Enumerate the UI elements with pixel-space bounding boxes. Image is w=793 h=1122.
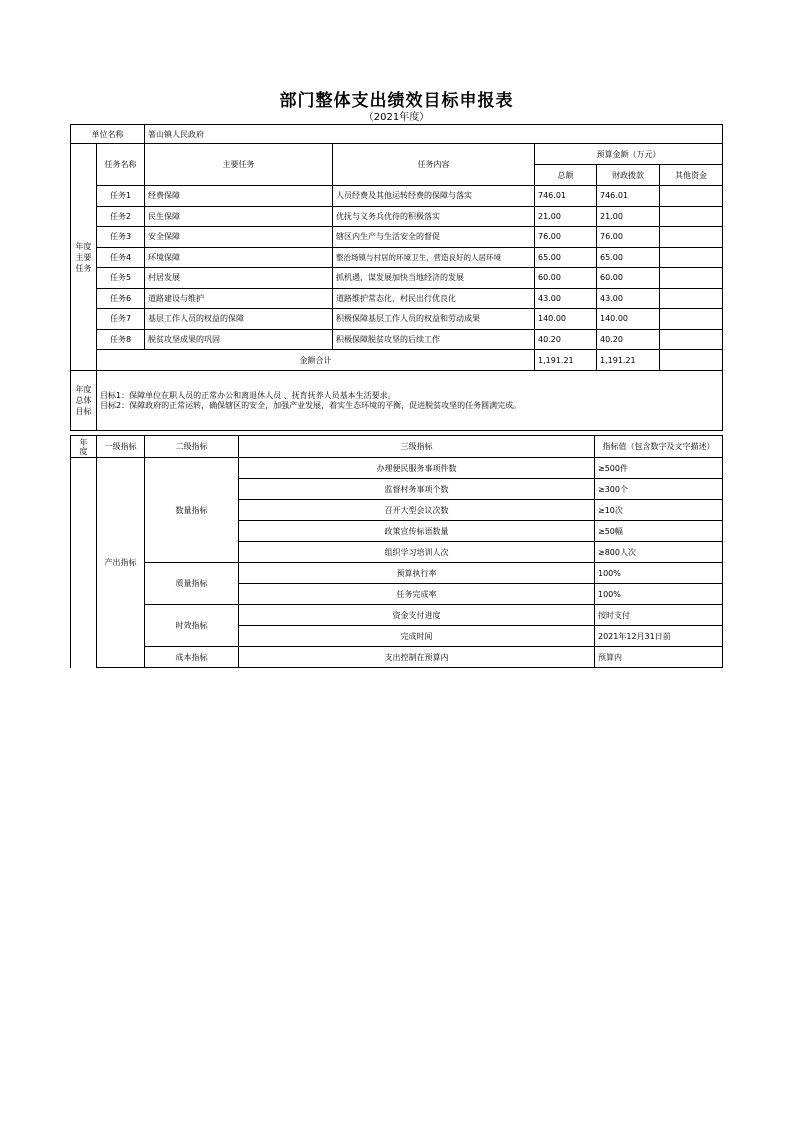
task-other bbox=[660, 186, 723, 207]
header-indicator-value: 指标值（包含数字及文字描述） bbox=[595, 436, 723, 458]
task-content: 积极保障基层工作人员的权益和劳动成果 bbox=[333, 309, 535, 330]
task-name: 任务2 bbox=[97, 206, 145, 227]
task-main: 环境保障 bbox=[145, 247, 333, 268]
table-row bbox=[71, 309, 723, 330]
sum-other bbox=[660, 350, 723, 371]
table-row bbox=[71, 605, 723, 626]
task-main: 脱贫攻坚成果的巩固 bbox=[145, 329, 333, 350]
sum-row bbox=[71, 350, 723, 371]
indicator-side-blank bbox=[71, 458, 97, 668]
task-content: 人员经费及其他运转经费的保障与落实 bbox=[333, 186, 535, 207]
level3-name: 政策宣传标语数量 bbox=[239, 521, 595, 542]
table-row bbox=[71, 186, 723, 207]
task-content: 优抚与义务兵优待的积极落实 bbox=[333, 206, 535, 227]
indicator-value: 100% bbox=[595, 584, 723, 605]
table-row bbox=[71, 458, 723, 479]
task-other bbox=[660, 227, 723, 248]
level2-name: 数量指标 bbox=[145, 458, 239, 563]
level2-name: 时效指标 bbox=[145, 605, 239, 647]
header-fiscal: 财政拨款 bbox=[597, 165, 660, 186]
task-fiscal: 140.00 bbox=[597, 309, 660, 330]
header-budget: 预算金额（万元） bbox=[535, 144, 723, 165]
table-row bbox=[71, 206, 723, 227]
indicators-table bbox=[70, 435, 723, 668]
header-total: 总额 bbox=[535, 165, 597, 186]
indicator-value: ≥10次 bbox=[595, 500, 723, 521]
header-level2: 二级指标 bbox=[145, 436, 239, 458]
task-name: 任务4 bbox=[97, 247, 145, 268]
table-row bbox=[71, 268, 723, 289]
task-other bbox=[660, 309, 723, 330]
indicator-value: 2021年12月31日前 bbox=[595, 626, 723, 647]
annual-goals bbox=[97, 371, 723, 431]
page-title: 部门整体支出绩效目标申报表 bbox=[279, 91, 514, 111]
level3-name: 支出控制在预算内 bbox=[239, 647, 595, 668]
task-content: 抓机遇，谋发展加快当地经济的发展 bbox=[333, 268, 535, 289]
task-main: 基层工作人员的权益的保障 bbox=[145, 309, 333, 330]
task-other bbox=[660, 247, 723, 268]
annual-goals-label: 年度 总体 目标 bbox=[71, 371, 97, 431]
sum-label: 金额合计 bbox=[97, 350, 535, 371]
task-fiscal: 746.01 bbox=[597, 186, 660, 207]
level3-name: 组织学习培训人次 bbox=[239, 542, 595, 563]
task-total: 65.00 bbox=[535, 247, 597, 268]
table-row bbox=[71, 329, 723, 350]
sum-fiscal: 1,191.21 bbox=[597, 350, 660, 371]
task-fiscal: 21.00 bbox=[597, 206, 660, 227]
page-subtitle: （2021年度） bbox=[363, 112, 430, 123]
level2-name: 质量指标 bbox=[145, 563, 239, 605]
level3-name: 完成时间 bbox=[239, 626, 595, 647]
indicator-side-label: 年 度 bbox=[71, 436, 97, 458]
goal-2: 目标2：保障政府的正常运转，确保辖区的安全，加强产业发展，着实生态环境的平衡，促进脱贫攻坚的任务圆满完成。 bbox=[100, 400, 522, 410]
task-name: 任务1 bbox=[97, 186, 145, 207]
task-total: 60.00 bbox=[535, 268, 597, 289]
header-other: 其他资金 bbox=[660, 165, 723, 186]
table-row bbox=[71, 288, 723, 309]
indicator-value: 按时支付 bbox=[595, 605, 723, 626]
task-content: 道路维护常态化，村民出行优良化 bbox=[333, 288, 535, 309]
task-other bbox=[660, 268, 723, 289]
level3-name: 监督村务事项个数 bbox=[239, 479, 595, 500]
task-total: 76.00 bbox=[535, 227, 597, 248]
unit-name-label: 单位名称 bbox=[71, 125, 145, 144]
annual-tasks-label: 年度 主要 任务 bbox=[71, 144, 97, 371]
task-name: 任务3 bbox=[97, 227, 145, 248]
task-total: 40.20 bbox=[535, 329, 597, 350]
header-task-name: 任务名称 bbox=[97, 144, 145, 186]
task-main: 安全保障 bbox=[145, 227, 333, 248]
tasks-table bbox=[70, 124, 723, 431]
task-fiscal: 40.20 bbox=[597, 329, 660, 350]
task-fiscal: 65.00 bbox=[597, 247, 660, 268]
task-total: 43.00 bbox=[535, 288, 597, 309]
task-main: 道路建设与维护 bbox=[145, 288, 333, 309]
task-name: 任务8 bbox=[97, 329, 145, 350]
header-main-task: 主要任务 bbox=[145, 144, 333, 186]
sum-total: 1,191.21 bbox=[535, 350, 597, 371]
task-content: 辖区内生产与生活安全的督促 bbox=[333, 227, 535, 248]
header-task-content: 任务内容 bbox=[333, 144, 535, 186]
level3-name: 任务完成率 bbox=[239, 584, 595, 605]
task-total: 746.01 bbox=[535, 186, 597, 207]
task-main: 经费保障 bbox=[145, 186, 333, 207]
table-row bbox=[71, 563, 723, 584]
task-total: 21.00 bbox=[535, 206, 597, 227]
level1-output: 产出指标 bbox=[97, 458, 145, 668]
task-fiscal: 76.00 bbox=[597, 227, 660, 248]
task-fiscal: 43.00 bbox=[597, 288, 660, 309]
header-level3: 三级指标 bbox=[239, 436, 595, 458]
level3-name: 召开大型会议次数 bbox=[239, 500, 595, 521]
level3-name: 预算执行率 bbox=[239, 563, 595, 584]
task-other bbox=[660, 206, 723, 227]
level3-name: 资金支付进度 bbox=[239, 605, 595, 626]
table-row bbox=[71, 247, 723, 268]
task-main: 民生保障 bbox=[145, 206, 333, 227]
task-name: 任务6 bbox=[97, 288, 145, 309]
task-total: 140.00 bbox=[535, 309, 597, 330]
header-level1: 一级指标 bbox=[97, 436, 145, 458]
indicator-value: 预算内 bbox=[595, 647, 723, 668]
indicator-value: ≥500件 bbox=[595, 458, 723, 479]
task-name: 任务7 bbox=[97, 309, 145, 330]
indicator-value: 100% bbox=[595, 563, 723, 584]
task-fiscal: 60.00 bbox=[597, 268, 660, 289]
indicator-value: ≥800人次 bbox=[595, 542, 723, 563]
level2-name: 成本指标 bbox=[145, 647, 239, 668]
goal-1: 目标1：保障单位在职人员的正常办公和离退休人员 、抚育抚养人员基本生活要求。 bbox=[100, 390, 396, 400]
task-content: 积极保障脱贫攻坚的后续工作 bbox=[333, 329, 535, 350]
indicator-value: ≥50幅 bbox=[595, 521, 723, 542]
level3-name: 办理便民服务事项件数 bbox=[239, 458, 595, 479]
unit-name-value: 箸山镇人民政府 bbox=[145, 125, 723, 144]
table-row bbox=[71, 647, 723, 668]
task-other bbox=[660, 329, 723, 350]
task-name: 任务5 bbox=[97, 268, 145, 289]
indicator-value: ≥300个 bbox=[595, 479, 723, 500]
task-other bbox=[660, 288, 723, 309]
task-content: 整治场镇与村居的环境卫生，营造良好的人居环境 bbox=[333, 247, 535, 268]
table-row bbox=[71, 227, 723, 248]
task-main: 村居发展 bbox=[145, 268, 333, 289]
